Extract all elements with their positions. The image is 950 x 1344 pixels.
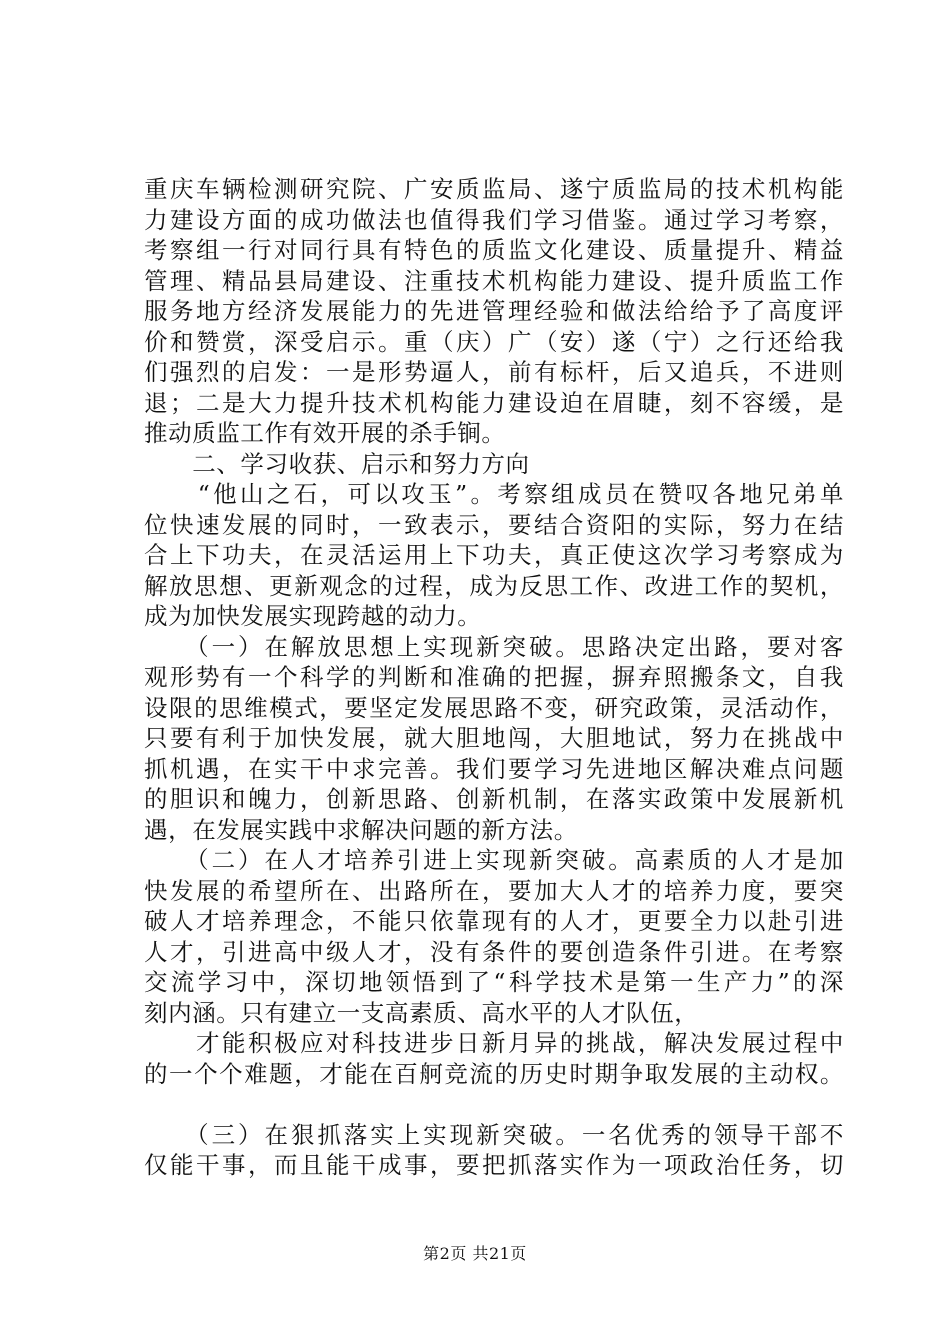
body-text — [144, 174, 844, 1181]
text-line: 才能积极应对科技进步日新月异的挑战，解决发展过程中 — [144, 1029, 844, 1057]
text-line: 只要有利于加快发展，就大胆地闯，大胆地试，努力在挑战中 — [144, 724, 844, 752]
text-line: 二、学习收获、启示和努力方向 — [144, 449, 530, 478]
text-line: 的胆识和魄力，创新思路、创新机制，在落实政策中发展新机 — [144, 785, 844, 813]
text-line: 位快速发展的同时，一致表示，要结合资阳的实际，努力在结 — [144, 510, 844, 539]
text-line: 遇，在发展实践中求解决问题的新方法。 — [144, 815, 578, 844]
text-line: 抓机遇，在实干中求完善。我们要学习先进地区解决难点问题 — [144, 754, 844, 783]
text-line: 服务地方经济发展能力的先进管理经验和做法给给予了高度评 — [144, 297, 844, 325]
text-line: 重庆车辆检测研究院、广安质监局、遂宁质监局的技术机构能 — [144, 175, 844, 203]
text-line: 快发展的希望所在、出路所在，要加大人才的培养力度，要突 — [144, 876, 844, 905]
text-line: （三）在狠抓落实上实现新突破。一名优秀的领导干部不 — [144, 1120, 844, 1149]
text-line: 解放思想、更新观念的过程，成为反思工作、改进工作的契机， — [144, 571, 844, 600]
text-line: 管理、精品县局建设、注重技术机构能力建设、提升质监工作 — [144, 266, 844, 295]
text-line: 成为加快发展实现跨越的动力。 — [144, 602, 482, 630]
text-line: 价和赞赏，深受启示。重（庆）广（安）遂（宁）之行还给我 — [144, 327, 844, 356]
text-line: 设限的思维模式，要坚定发展思路不变，研究政策，灵活动作， — [144, 693, 844, 722]
text-line: 合上下功夫，在灵活运用上下功夫，真正使这次学习考察成为 — [144, 541, 844, 569]
text-line: 人才，引进高中级人才，没有条件的要创造条件引进。在考察 — [144, 937, 844, 966]
text-line: 破人才培养理念，不能只依靠现有的人才，更要全力以赴引进 — [144, 907, 844, 935]
text-line: 推动质监工作有效开展的杀手锏。 — [144, 419, 506, 447]
text-line: 退；二是大力提升技术机构能力建设迫在眉睫，刻不容缓，是 — [144, 388, 844, 417]
text-line: 交流学习中，深切地领悟到了“科学技术是第一生产力”的深 — [144, 968, 844, 996]
text-line: 们强烈的启发：一是形势逼人，前有标杆，后又追兵，不进则 — [144, 358, 844, 386]
text-line: 观形势有一个科学的判断和准确的把握，摒弃照搬条文，自我 — [144, 663, 844, 691]
text-line: （一）在解放思想上实现新突破。思路决定出路，要对客 — [144, 632, 844, 661]
text-line: 仅能干事，而且能干成事，要把抓落实作为一项政治任务，切 — [144, 1151, 844, 1179]
text-line: “他山之石，可以攻玉”。考察组成员在赞叹各地兄弟单 — [144, 480, 844, 508]
text-line: 力建设方面的成功做法也值得我们学习借鉴。通过学习考察， — [144, 205, 844, 234]
text-line: 考察组一行对同行具有特色的质监文化建设、质量提升、精益 — [144, 236, 844, 264]
text-line: （二）在人才培养引进上实现新突破。高素质的人才是加 — [144, 846, 844, 874]
page-footer: 第2页 共21页 — [423, 1244, 527, 1263]
text-line: 的一个个难题，才能在百舸竞流的历史时期争取发展的主动权。 — [144, 1059, 844, 1088]
text-line: 刻内涵。只有建立一支高素质、高水平的人才队伍， — [144, 998, 699, 1027]
